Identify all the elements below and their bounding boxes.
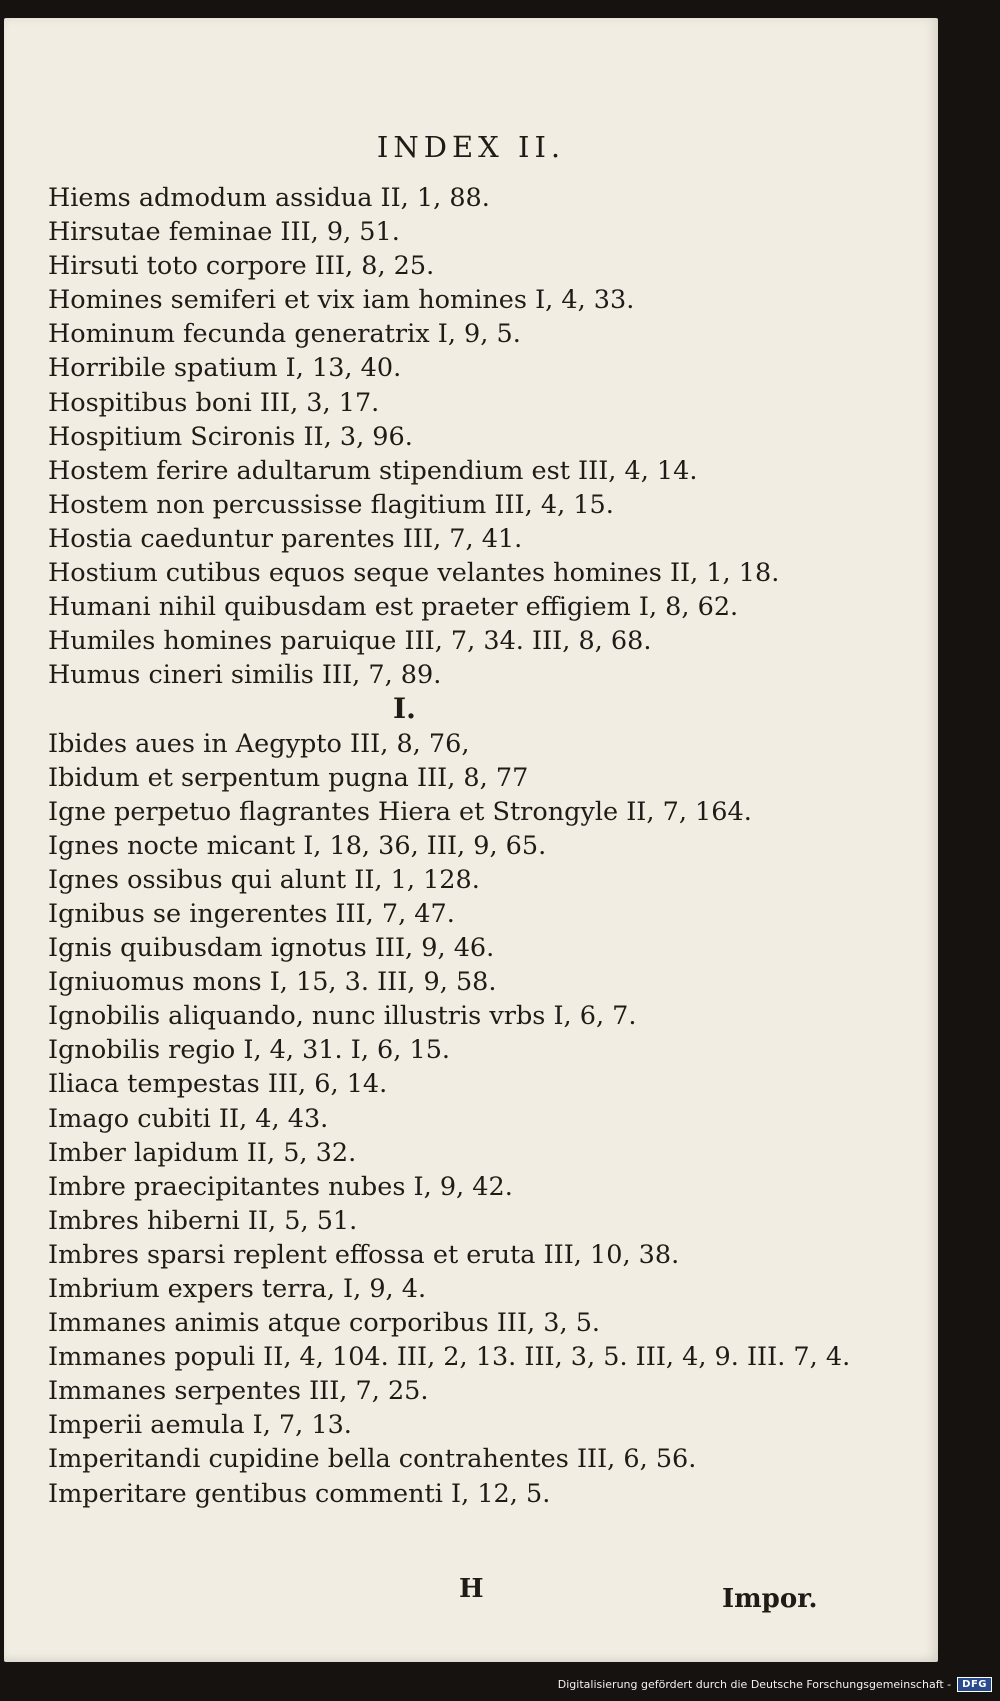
index-entry: Hirsuti toto corpore III, 8, 25. xyxy=(48,251,435,282)
index-entry: Ignobilis aliquando, nunc illustris vrbs I, 6, 7. xyxy=(48,1001,637,1032)
digitization-footer xyxy=(0,1667,1000,1701)
index-entry: Igne perpetuo flagrantes Hiera et Strongyle II, 7, 164. xyxy=(48,796,752,827)
index-entry: Immanes serpentes III, 7, 25. xyxy=(48,1376,429,1407)
index-entry: Igniuomus mons I, 15, 3. III, 9, 58. xyxy=(48,967,497,998)
index-entry: Hominum fecunda generatrix I, 9, 5. xyxy=(48,319,521,350)
catchword: Impor. xyxy=(722,1584,818,1614)
footer-credit: Digitalisierung gefördert durch die Deutsche Forschungsgemeinschaft - xyxy=(557,1677,952,1691)
index-entry: Immanes populi II, 4, 104. III, 2, 13. III, 3, 5. III, 4, 9. III. 7, 4. xyxy=(48,1342,851,1373)
index-entry: Humus cineri similis III, 7, 89. xyxy=(48,660,442,691)
dfg-logo: DFG xyxy=(957,1677,992,1692)
index-entry: Ignes ossibus qui alunt II, 1, 128. xyxy=(48,864,480,895)
index-entry: Ignobilis regio I, 4, 31. I, 6, 15. xyxy=(48,1035,451,1066)
index-entry: Imperitare gentibus commenti I, 12, 5. xyxy=(48,1478,551,1509)
signature-mark: H xyxy=(459,1574,484,1604)
index-entry: Ignibus se ingerentes III, 7, 47. xyxy=(48,898,455,929)
index-entry: Imbres sparsi replent effossa et eruta III, 10, 38. xyxy=(48,1239,680,1270)
section-letter: I. xyxy=(393,692,416,726)
index-entry: Hostia caeduntur parentes III, 7, 41. xyxy=(48,523,523,554)
index-entry: Iliaca tempestas III, 6, 14. xyxy=(48,1069,388,1100)
index-entry: Hospitium Scironis II, 3, 96. xyxy=(48,421,413,452)
index-entry: Ignis quibusdam ignotus III, 9, 46. xyxy=(48,933,495,964)
index-entry: Imber lapidum II, 5, 32. xyxy=(48,1137,357,1168)
index-entry: Hospitibus boni III, 3, 17. xyxy=(48,387,380,418)
index-entries xyxy=(48,181,908,1511)
index-entry: Hiems admodum assidua II, 1, 88. xyxy=(48,183,490,213)
index-entry: Immanes animis atque corporibus III, 3, 5. xyxy=(48,1308,601,1339)
book-page xyxy=(4,18,938,1662)
index-entry: Imbrium expers terra, I, 9, 4. xyxy=(48,1274,427,1304)
index-entry: Hostem ferire adultarum stipendium est III, 4, 14. xyxy=(48,455,698,486)
page-header: INDEX II. xyxy=(376,130,566,164)
index-entry: Imbres hiberni II, 5, 51. xyxy=(48,1205,358,1236)
index-entry: Hostium cutibus equos seque velantes homines II, 1, 18. xyxy=(48,558,780,589)
index-entry: Humiles homines paruique III, 7, 34. III, 8, 68. xyxy=(48,626,652,657)
index-entry: Imbre praecipitantes nubes I, 9, 42. xyxy=(48,1171,513,1202)
index-entry: Homines semiferi et vix iam homines I, 4, 33. xyxy=(48,285,635,316)
index-entry: Imago cubiti II, 4, 43. xyxy=(48,1103,329,1134)
index-entry: Horribile spatium I, 13, 40. xyxy=(48,353,402,384)
index-entry: Ibides aues in Aegypto III, 8, 76, xyxy=(48,728,470,759)
index-entry: Imperitandi cupidine bella contrahentes III, 6, 56. xyxy=(48,1444,697,1475)
index-entry: Hostem non percussisse flagitium III, 4, 15. xyxy=(48,489,614,520)
index-entry: Ibidum et serpentum pugna III, 8, 77 xyxy=(48,762,529,793)
index-entry: Humani nihil quibusdam est praeter effigiem I, 8, 62. xyxy=(48,592,739,623)
index-entry: Hirsutae feminae III, 9, 51. xyxy=(48,217,400,248)
index-entry: Imperii aemula I, 7, 13. xyxy=(48,1410,352,1441)
index-entry: Ignes nocte micant I, 18, 36, III, 9, 65. xyxy=(48,830,547,861)
